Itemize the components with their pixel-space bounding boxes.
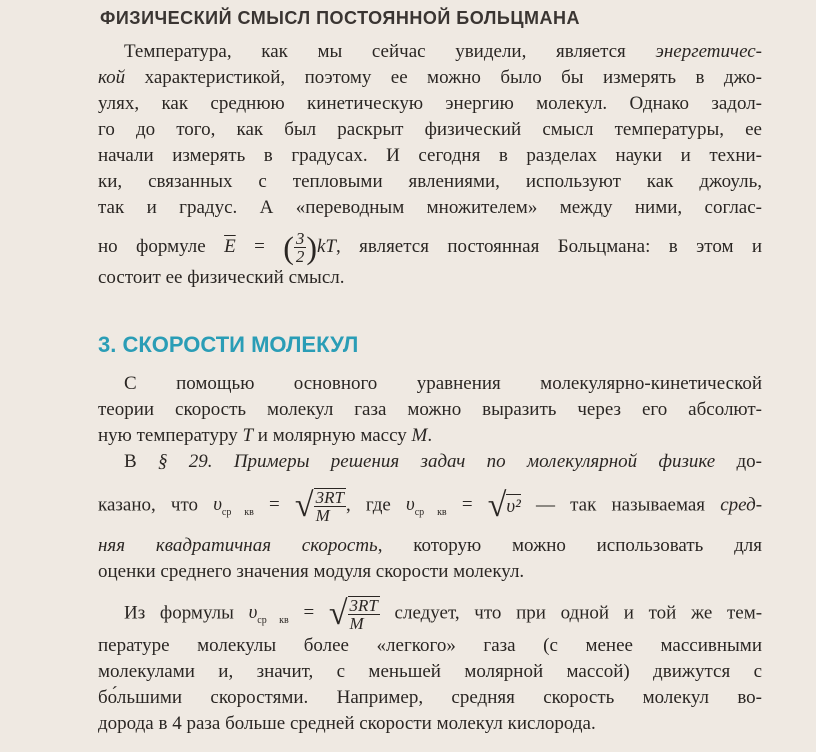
section-heading-boltzmann: ФИЗИЧЕСКИЙ СМЫСЛ ПОСТОЯННОЙ БОЛЬЦМАНА bbox=[100, 8, 580, 28]
text-line: Температура, как мы сейчас увидели, является энергетичес- bbox=[124, 41, 763, 62]
rms-speed-formula: $\upsilon_{ср кв}$ = √ $\frac{3RT}{M}$ bbox=[248, 595, 378, 633]
text-line: пературе молекулы более «легкого» газа (с менее массивными bbox=[98, 635, 762, 656]
text-line: бо́льшими скоростями. Например, средняя скорость молекул во- bbox=[98, 687, 762, 708]
rms-speed-formula: $\upsilon_{ср кв}$ = √ $\frac{3RT}{M}$ bbox=[213, 487, 344, 525]
text-line: молекулами и, значит, с меньшей молярной массой) движутся с bbox=[98, 661, 762, 682]
text-line: няя квадратичная скорость, которую можно использовать для bbox=[98, 535, 762, 556]
text-line: начали измерять в градусах. И сегодня в разделах науки и техни- bbox=[98, 145, 762, 166]
text-line: го до того, как был раскрыт физический смысл температуры, ее bbox=[98, 119, 762, 140]
text-line: ки, связанных с тепловыми явлениями, используют как джоуль, bbox=[98, 171, 762, 192]
text-line: дорода в 4 раза больше средней скорости молекул кислорода. bbox=[98, 713, 596, 734]
text-line: С помощью основного уравнения молекулярно-кинетической bbox=[124, 373, 762, 394]
text-line: но формуле $\overline{E}$ = ( $\frac{3}{2}$ )kT, является постоянная Больцмана: в этом и bbox=[98, 229, 763, 266]
text-line: Из формулы $\upsilon_{ср кв}$ = √ $\frac{3RT}{M}$ следует, что при одной и той же тем- bbox=[124, 595, 763, 633]
energy-formula: $\overline{E}$ = ( $\frac{3}{2}$ )kT bbox=[224, 229, 336, 266]
text-line: оценки среднего значения модуля скорости молекул. bbox=[98, 561, 525, 582]
text-line: улях, как среднюю кинетическую энергию молекул. Однако задол- bbox=[98, 93, 762, 114]
text-line: В § 29. Примеры решения задач по молекулярной физике до- bbox=[124, 451, 762, 472]
text-line: состоит ее физический смысл. bbox=[98, 267, 345, 288]
text-line: кой характеристикой, поэтому ее можно было бы измерять в джо- bbox=[98, 67, 763, 88]
text-line: теории скорость молекул газа можно выразить через его абсолют- bbox=[98, 399, 762, 420]
text-line: ную температуру T и молярную массу M. bbox=[98, 425, 433, 446]
rms-speed-definition: $\upsilon_{ср кв} = √\upsilon^2$ bbox=[405, 487, 521, 524]
text-line: так и градус. А «переводным множителем» между ними, соглас- bbox=[98, 197, 762, 218]
section-heading-speeds: 3. СКОРОСТИ МОЛЕКУЛ bbox=[98, 332, 359, 357]
text-line: казано, что $\upsilon_{ср кв}$ = √ $\frac{3RT}{M}$ , где $\upsilon_{ср кв} = √\upsilon^2$ — так называемая сред- bbox=[98, 487, 763, 525]
